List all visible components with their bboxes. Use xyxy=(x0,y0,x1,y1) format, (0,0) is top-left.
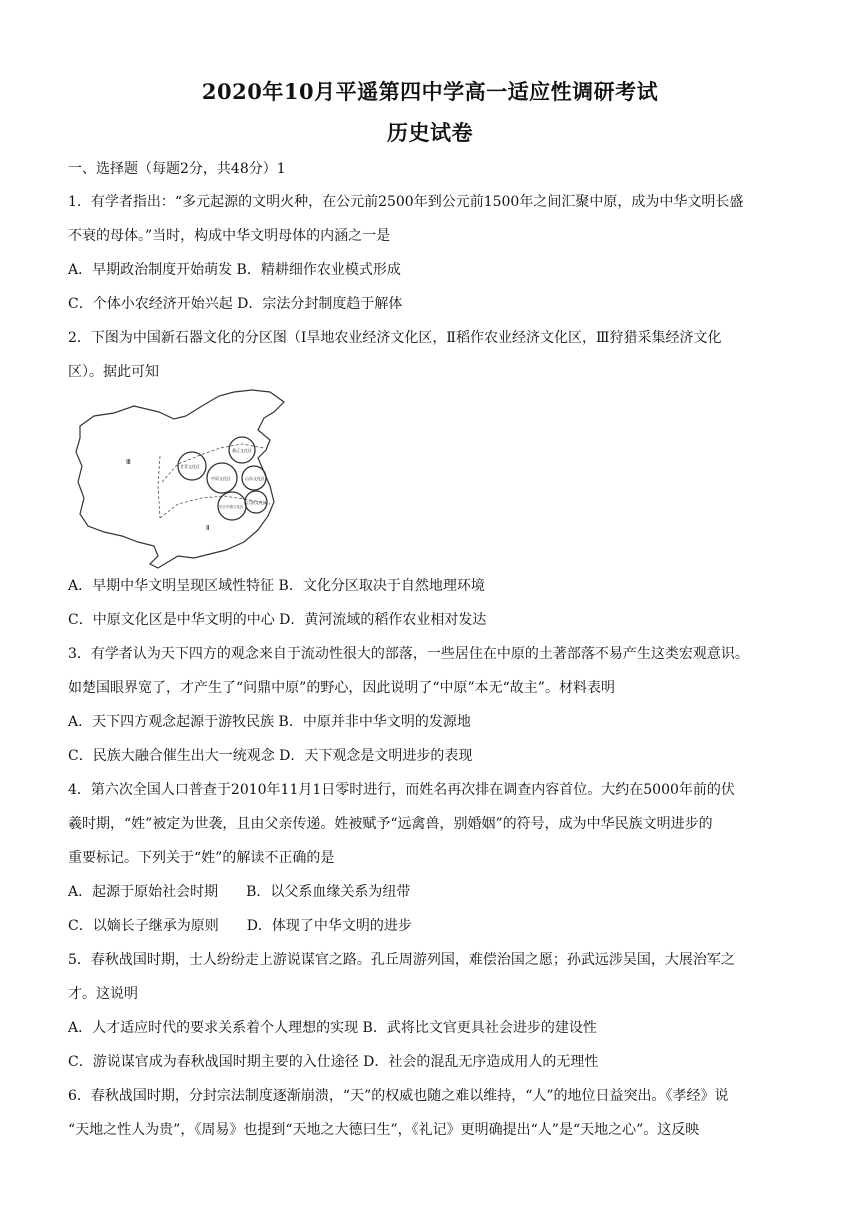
q2-stem-line2: 区）。据此可知 xyxy=(68,364,159,380)
q3-options-cd: C．民族大融合催生出大一统观念 D．天下观念是文明进步的表现 xyxy=(68,748,473,764)
gansu-label: 甘青文化区 xyxy=(180,464,200,469)
q4-options-ab: A．起源于原始社会时期 B．以父系血缘关系为纽带 xyxy=(68,884,411,900)
q3-stem-line2: 如楚国眼界宽了，才产生了“问鼎中原”的野心，因此说明了“中原”本无“故主”。材料表明 xyxy=(68,680,615,696)
q2-options-cd: C．中原文化区是中华文明的中心 D．黄河流域的稻作农业相对发达 xyxy=(68,612,487,628)
q4-stem-line3: 重要标记。下列关于“姓”的解读不正确的是 xyxy=(68,850,335,866)
zone-boundary-west xyxy=(158,456,160,518)
changjiang-label: 长江中游文化区 xyxy=(219,505,244,509)
q4-options-cd: C．以嫡长子继承为原则 D．体现了中华文明的进步 xyxy=(68,918,412,934)
q1-options-ab: A．早期政治制度开始萌发 B．精耕细作农业模式形成 xyxy=(68,262,401,278)
q1-options-cd: C．个体小农经济开始兴起 D．宗法分封制度趋于解体 xyxy=(68,296,403,312)
q1-stem-line1: 1．有学者指出：“多元起源的文明火种，在公元前2500年到公元前1500年之间汇聚中原，成为中华文明长盛 xyxy=(68,194,744,210)
q6-stem-line2: “天地之性人为贵”，《周易》也提到“天地之大德曰生”，《礼记》更明确提出“人”是“天地之心”。这反映 xyxy=(68,1122,700,1138)
q3-options-ab: A．天下四方观念起源于游牧民族 B．中原并非中华文明的发源地 xyxy=(68,714,471,730)
jiangzhe-label: 江浙文化区 xyxy=(247,500,267,505)
q4-stem-line2: 羲时期，“姓”被定为世袭，且由父亲传递。姓被赋予“远禽兽，别婚姻”的符号，成为中华民族文明进步的 xyxy=(68,816,713,832)
q5-options-ab: A．人才适应时代的要求关系着个人理想的实现 B．武将比文官更具社会进步的建设性 xyxy=(68,1020,597,1036)
exam-title: 2020年10月平遥第四中学高一适应性调研考试 xyxy=(201,79,659,104)
shandong-label: 山东文化区 xyxy=(245,476,265,481)
yanliao-label: 燕辽文化区 xyxy=(232,448,252,453)
zhongyuan-label: 中原文化区 xyxy=(211,476,231,481)
neolithic-culture-map xyxy=(74,386,296,571)
q1-stem-line2: 不衰的母体。”当时，构成中华文明母体的内涵之一是 xyxy=(68,228,391,244)
q4-stem-line1: 4．第六次全国人口普查于2010年11月1日零时进行，而姓名再次排在调查内容首位。大约在5000年前的伏 xyxy=(68,782,735,798)
region-3-label: Ⅲ xyxy=(126,458,131,466)
q5-options-cd: C．游说谋官成为春秋战国时期主要的入仕途径 D．社会的混乱无序造成用人的无理性 xyxy=(68,1054,599,1070)
section-heading: 一、选择题（每题2分，共48分）1 xyxy=(68,161,286,177)
q2-stem-line1: 2．下图为中国新石器文化的分区图（Ⅰ旱地农业经济文化区，Ⅱ稻作农业经济文化区，Ⅲ狩猎采集经济文化 xyxy=(68,330,722,346)
region-2-label: Ⅱ xyxy=(206,524,210,532)
exam-subtitle: 历史试卷 xyxy=(387,120,473,145)
q5-stem-line2: 才。这说明 xyxy=(68,986,138,1002)
q5-stem-line1: 5．春秋战国时期，士人纷纷走上游说谋官之路。孔丘周游列国，难偿治国之愿；孙武远涉吴国，大展治军之 xyxy=(68,952,735,968)
q2-options-ab: A．早期中华文明呈现区域性特征 B．文化分区取决于自然地理环境 xyxy=(68,578,485,594)
q3-stem-line1: 3．有学者认为天下四方的观念来自于流动性很大的部落，一些居住在中原的土著部落不易产生这类宏观意识。 xyxy=(68,646,749,662)
q6-stem-line1: 6．春秋战国时期，分封宗法制度逐渐崩溃，“天”的权威也随之难以维持，“人”的地位日益突出。《孝经》说 xyxy=(68,1088,729,1104)
